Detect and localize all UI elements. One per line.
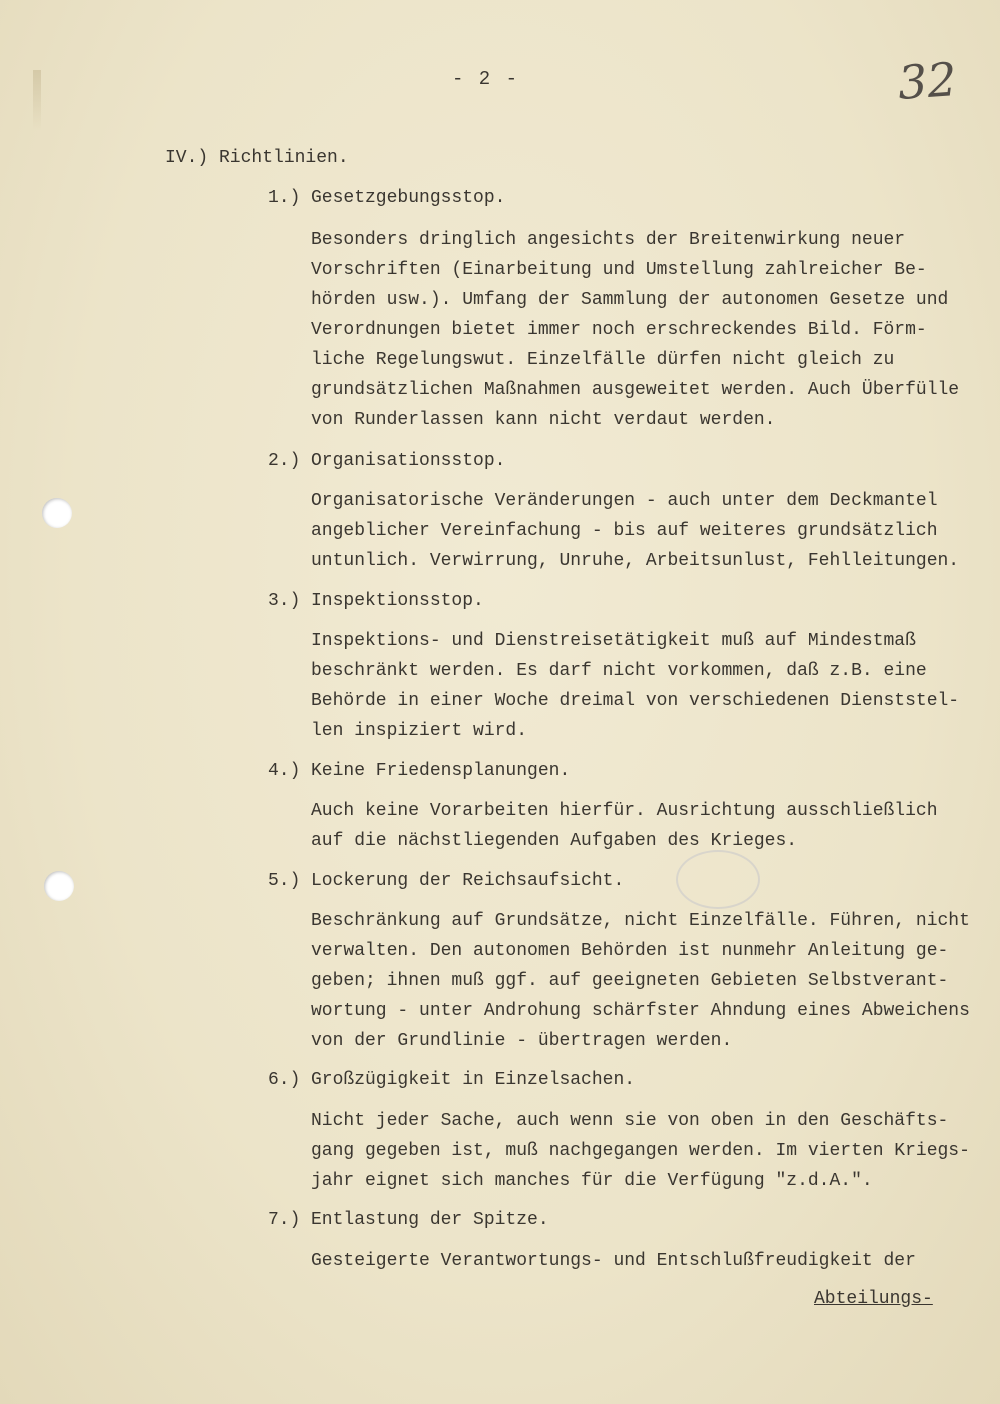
item-number: 1.) — [268, 188, 301, 208]
punch-hole-bottom — [44, 871, 74, 901]
item-title: Keine Friedensplanungen. — [311, 761, 571, 781]
body-line: beschränkt werden. Es darf nicht vorkommen, daß z.B. eine — [311, 661, 927, 681]
body-line: Vorschriften (Einarbeitung und Umstellung zahlreicher Be- — [311, 260, 927, 280]
page-number: - 2 - — [452, 68, 520, 90]
item-title: Gesetzgebungsstop. — [311, 188, 506, 208]
body-line: wortung - unter Androhung schärfster Ahndung eines Abweichens — [311, 1001, 970, 1021]
item-number: 2.) — [268, 451, 301, 471]
item-body — [311, 796, 971, 856]
body-line: geben; ihnen muß ggf. auf geeigneten Gebieten Selbstverant- — [311, 971, 949, 991]
item-title: Inspektionsstop. — [311, 591, 484, 611]
item-number: 7.) — [268, 1210, 301, 1230]
body-line: von der Grundlinie - übertragen werden. — [311, 1031, 733, 1051]
item-title: Großzügigkeit in Einzelsachen. — [311, 1070, 636, 1090]
body-line: Beschränkung auf Grundsätze, nicht Einzelfälle. Führen, nicht — [311, 911, 970, 931]
body-line: verwalten. Den autonomen Behörden ist nunmehr Anleitung ge- — [311, 941, 949, 961]
body-line: jahr eignet sich manches für die Verfügung "z.d.A.". — [311, 1171, 873, 1191]
body-line: hörden usw.). Umfang der Sammlung der autonomen Gesetze und — [311, 290, 949, 310]
item-number: 4.) — [268, 761, 301, 781]
item-body — [311, 906, 971, 1056]
catchword: Abteilungs- — [814, 1289, 933, 1309]
body-line: auf die nächstliegenden Aufgaben des Krieges. — [311, 831, 798, 851]
body-line: Inspektions- und Dienstreisetätigkeit muß auf Mindestmaß — [311, 631, 916, 651]
body-line: von Runderlassen kann nicht verdaut werden. — [311, 410, 776, 430]
body-line: Gesteigerte Verantwortungs- und Entschlußfreudigkeit der — [311, 1251, 916, 1271]
body-line: Besonders dringlich angesichts der Breitenwirkung neuer — [311, 230, 906, 250]
handwritten-folio-number: 32 — [896, 52, 959, 110]
body-line: grundsätzlichen Maßnahmen ausgeweitet werden. Auch Überfülle — [311, 380, 960, 400]
body-line: Nicht jeder Sache, auch wenn sie von oben in den Geschäfts- — [311, 1111, 949, 1131]
body-line: Verordnungen bietet immer noch erschreckendes Bild. Förm- — [311, 320, 927, 340]
body-line: gang gegeben ist, muß nachgegangen werden. Im vierten Kriegs- — [311, 1141, 970, 1161]
item-title: Entlastung der Spitze. — [311, 1210, 549, 1230]
item-body — [311, 1246, 971, 1276]
body-line: angeblicher Vereinfachung - bis auf weiteres grundsätzlich — [311, 521, 938, 541]
body-line: len inspiziert wird. — [311, 721, 528, 741]
item-body — [311, 626, 971, 746]
item-title: Organisationsstop. — [311, 451, 506, 471]
item-number: 6.) — [268, 1070, 301, 1090]
paper-stain — [33, 70, 41, 130]
punch-hole-top — [42, 498, 72, 528]
item-body — [311, 225, 971, 435]
item-body — [311, 486, 971, 576]
item-number: 5.) — [268, 871, 301, 891]
body-line: liche Regelungswut. Einzelfälle dürfen nicht gleich zu — [311, 350, 895, 370]
body-line: Auch keine Vorarbeiten hierfür. Ausrichtung ausschließlich — [311, 801, 938, 821]
item-number: 3.) — [268, 591, 301, 611]
faint-stamp — [676, 850, 760, 909]
body-line: Behörde in einer Woche dreimal von verschiedenen Dienststel- — [311, 691, 960, 711]
body-line: untunlich. Verwirrung, Unruhe, Arbeitsunlust, Fehlleitungen. — [311, 551, 960, 571]
item-title: Lockerung der Reichsaufsicht. — [311, 871, 625, 891]
body-line: Organisatorische Veränderungen - auch unter dem Deckmantel — [311, 491, 938, 511]
section-title: IV.) Richtlinien. — [165, 148, 349, 168]
item-body — [311, 1106, 971, 1196]
